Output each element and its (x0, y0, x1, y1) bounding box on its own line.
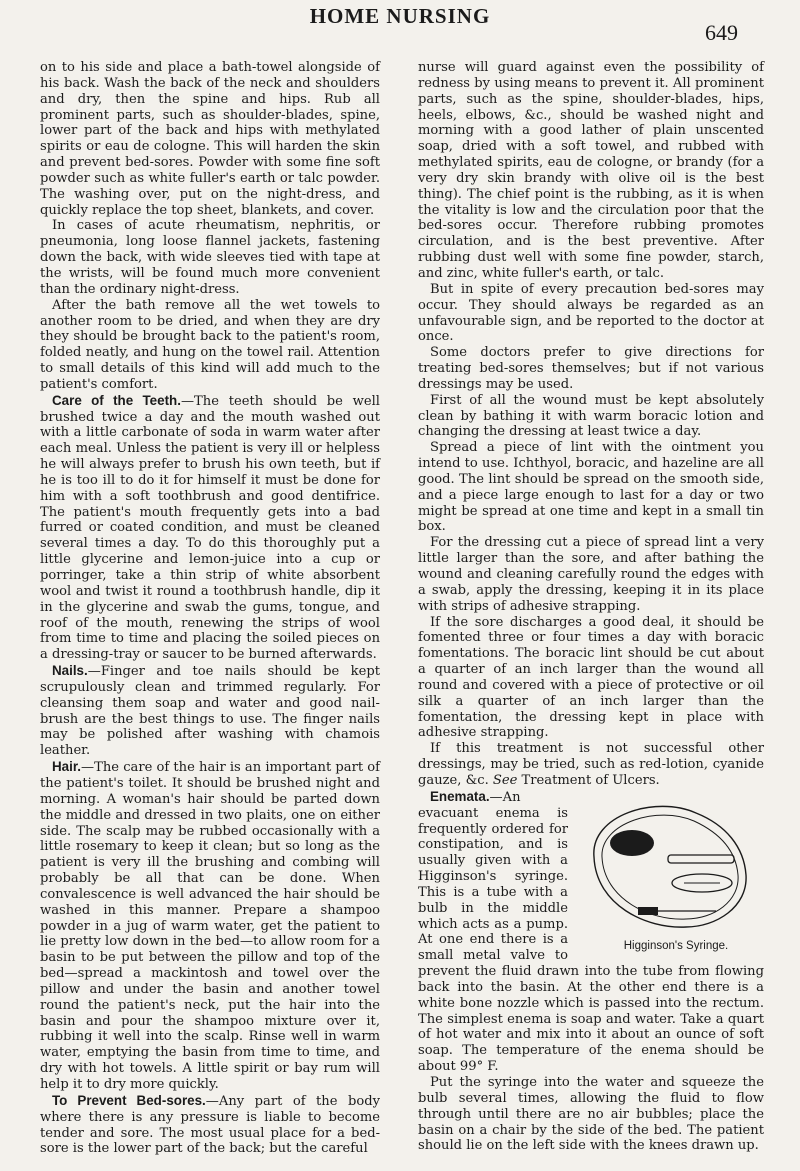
section-text: —The teeth should be well brushed twice a day and the mouth washed out with a little carbonate of soda in warm water after each meal. Unless the patient is very ill or helpless he will always prefer to brush his own teeth, but if he is too ill to do it for himself it must be done for him with a soft toothbrush and good dentifrice. The patient's mouth frequently gets into a bad furred or coated condition, and must be cleaned several times a day. To do this thoroughly put a little glycerine and lemon-juice into a cup or porringer, take a thin strip of white absorbent wool and twist it round a toothbrush handle, dip it in the glycerine and swab the gums, tongue, and roof of the mouth, renewing the strips of wool from time to time and placing the soiled pieces on a dressing-tray or saucer to be burned afterwards. (40, 393, 380, 663)
running-head (0, 4, 800, 50)
figure-caption: Higginson's Syringe. (623, 939, 729, 952)
cross-reference: See (492, 772, 518, 788)
paragraph: For the dressing cut a piece of spread lint a very little larger than the sore, and after bathing the wound and cleaning carefully round the edges with a swab, apply the dressing, keeping it in its place with strips of adhesive strapping. (418, 535, 764, 614)
section-text: —The care of the hair is an important part of the patient's toilet. It should be brushed night and morning. A woman's hair should be parted down the middle and dressed in two plaits, one on either side. The scalp may be rubbed occasionally with a little rosemary to keep it clean; but so long as the patient is very ill the brushing and combing will probably be all that can be done. When convalescence is well advanced the hair should be washed in this manner. Prepare a shampoo powder in a jug of warm water, get the patient to lie pretty low down in the bed—to allow room for a basin to be put between the pillow and top of the bed—spread a mackintosh and towel over the pillow and under the basin and another towel round the patient's neck, put the hair into the basin and pour the shampoo mixture over it, rubbing it well into the scalp. Rinse well in warm water, emptying the basin from time to time, and dry with hot towels. A little spirit or bay rum will help it to dry more quickly. (40, 760, 380, 1092)
section-text: —Any part of the body where there is any pressure is liable to become tender and sore. The most usual place for a bed-sore is the lower part of the back; but the careful (40, 1093, 380, 1157)
paragraph: But in spite of every precaution bed-sores may occur. They should always be regarded as an unfavourable sign, and be reported to the doctor at once. (418, 281, 764, 345)
paragraph: After the bath remove all the wet towels to another room to be dried, and when they are dry they should be brought back to the patient's room, folded neatly, and hung on the towel rail. Attention to small details of this kind will add much to the patient's comfort. (40, 297, 380, 392)
paragraph: on to his side and place a bath-towel alongside of his back. Wash the back of the neck and shoulders and dry, then the spine and hips. Rub all prominent parts, such as shoulder-blades, spine, lower part of the back and hips with methylated spirits or eau de cologne. This will harden the skin and prevent bed-sores. Powder with some fine soft powder such as white fuller's earth or talc powder. The washing over, put on the night-dress, and quickly replace the top sheet, blankets, and cover. (40, 60, 380, 218)
section-heading: Nails. (52, 663, 88, 679)
section-nails (40, 663, 380, 759)
bone-nozzle-icon (638, 907, 658, 915)
tube-coil (594, 806, 746, 927)
section-hair (40, 759, 380, 1093)
section-heading: Care of the Teeth. (52, 392, 181, 408)
section-heading: Hair. (52, 759, 82, 775)
paragraph: In cases of acute rheumatism, nephritis, or pneumonia, long loose flannel jackets, fastening down the back, with wide sleeves tied with tape at the wrists, will be found much more convenient than the ordinary night-dress. (40, 218, 380, 297)
paragraph: nurse will guard against even the possibility of redness by using means to prevent it. All prominent parts, such as the spine, shoulder-blades, hips, heels, elbows, &c., should be washed night and morning with a good lather of plain unscented soap, dried with a soft towel, and rubbed with methylated spirits, eau de cologne, or brandy (for a very dry skin brandy with olive oil is the best thing). The chief point is the rubbing, as it is when the vitality is low and the circulation poor that the bed-sores occur. Therefore rubbing promotes circulation, and is the best preventive. After rubbing dust well with some fine powder, starch, and zinc, white fuller's earth, or talc. (418, 60, 764, 281)
section-heading: To Prevent Bed-sores. (52, 1092, 206, 1108)
tube-coil-inner (602, 815, 738, 919)
section-text: —An evacuant enema is frequently ordered for constipation, and is usually given with a Higginson's syringe. This is a tube with a bulb in the middle which acts as a pump. At one end there is a small metal valve to prevent the fluid drawn into the tube from flowing back into the basin. At the other end there is a white bone nozzle which is passed into the rectum. The simplest enema is soap and water. Take a quart of hot water and mix into it about an ounce of soft soap. The temperature of the enema should be about 99° F. (418, 789, 764, 1075)
paragraph-text: Treatment of Ulcers. (517, 772, 660, 788)
paragraph: Spread a piece of lint with the ointment you intend to use. Ichthyol, boracic, and hazeline are all good. The lint should be spread on the smooth side, and a piece large enough to last for a day or two might be spread at one time and kept in a small tin box. (418, 440, 764, 535)
paragraph-text: If this treatment is not successful other dressings, may be tried, such as red-lotion, cyanide gauze, &c. (418, 741, 764, 788)
section-care-of-teeth (40, 393, 380, 663)
paragraph: Put the syringe into the water and squeeze the bulb several times, allowing the fluid to flow through until there are no air bubbles; place the basin on a chair by the side of the bed. The patient should lie on the left side with the knees drawn up. (418, 1075, 764, 1154)
tube-segment (668, 855, 734, 863)
metal-valve-icon (610, 830, 654, 856)
paragraph: Some doctors prefer to give directions for treating bed-sores themselves; but if not various dressings may be used. (418, 345, 764, 392)
left-column (40, 60, 380, 1157)
section-heading: Enemata. (430, 788, 490, 804)
syringe-figure (576, 795, 764, 955)
section-bed-sores (40, 1093, 380, 1157)
section-enemata (418, 789, 764, 1075)
section-text: —Finger and toe nails should be kept scrupulously clean and trimmed regularly. For cleansing them soap and water and good nail-brush are the best things to use. The finger nails may be polished after washing with chamois leather. (40, 664, 380, 759)
page-number: 649 (705, 20, 738, 45)
higginsons-syringe-illustration (576, 795, 764, 939)
paragraph: First of all the wound must be kept absolutely clean by bathing it with warm boracic lotion and changing the dressing at least twice a day. (418, 392, 764, 440)
paragraph (418, 741, 764, 789)
paragraph: If the sore discharges a good deal, it should be fomented three or four times a day with boracic fomentations. The boracic lint should be cut about a quarter of an inch larger than the wound all round and covered with a piece of protective or oil silk a quarter of an inch larger than the fomentation, the dressing kept in place with adhesive strapping. (418, 614, 764, 741)
page-title: HOME NURSING (309, 4, 491, 28)
right-column (418, 60, 764, 1154)
